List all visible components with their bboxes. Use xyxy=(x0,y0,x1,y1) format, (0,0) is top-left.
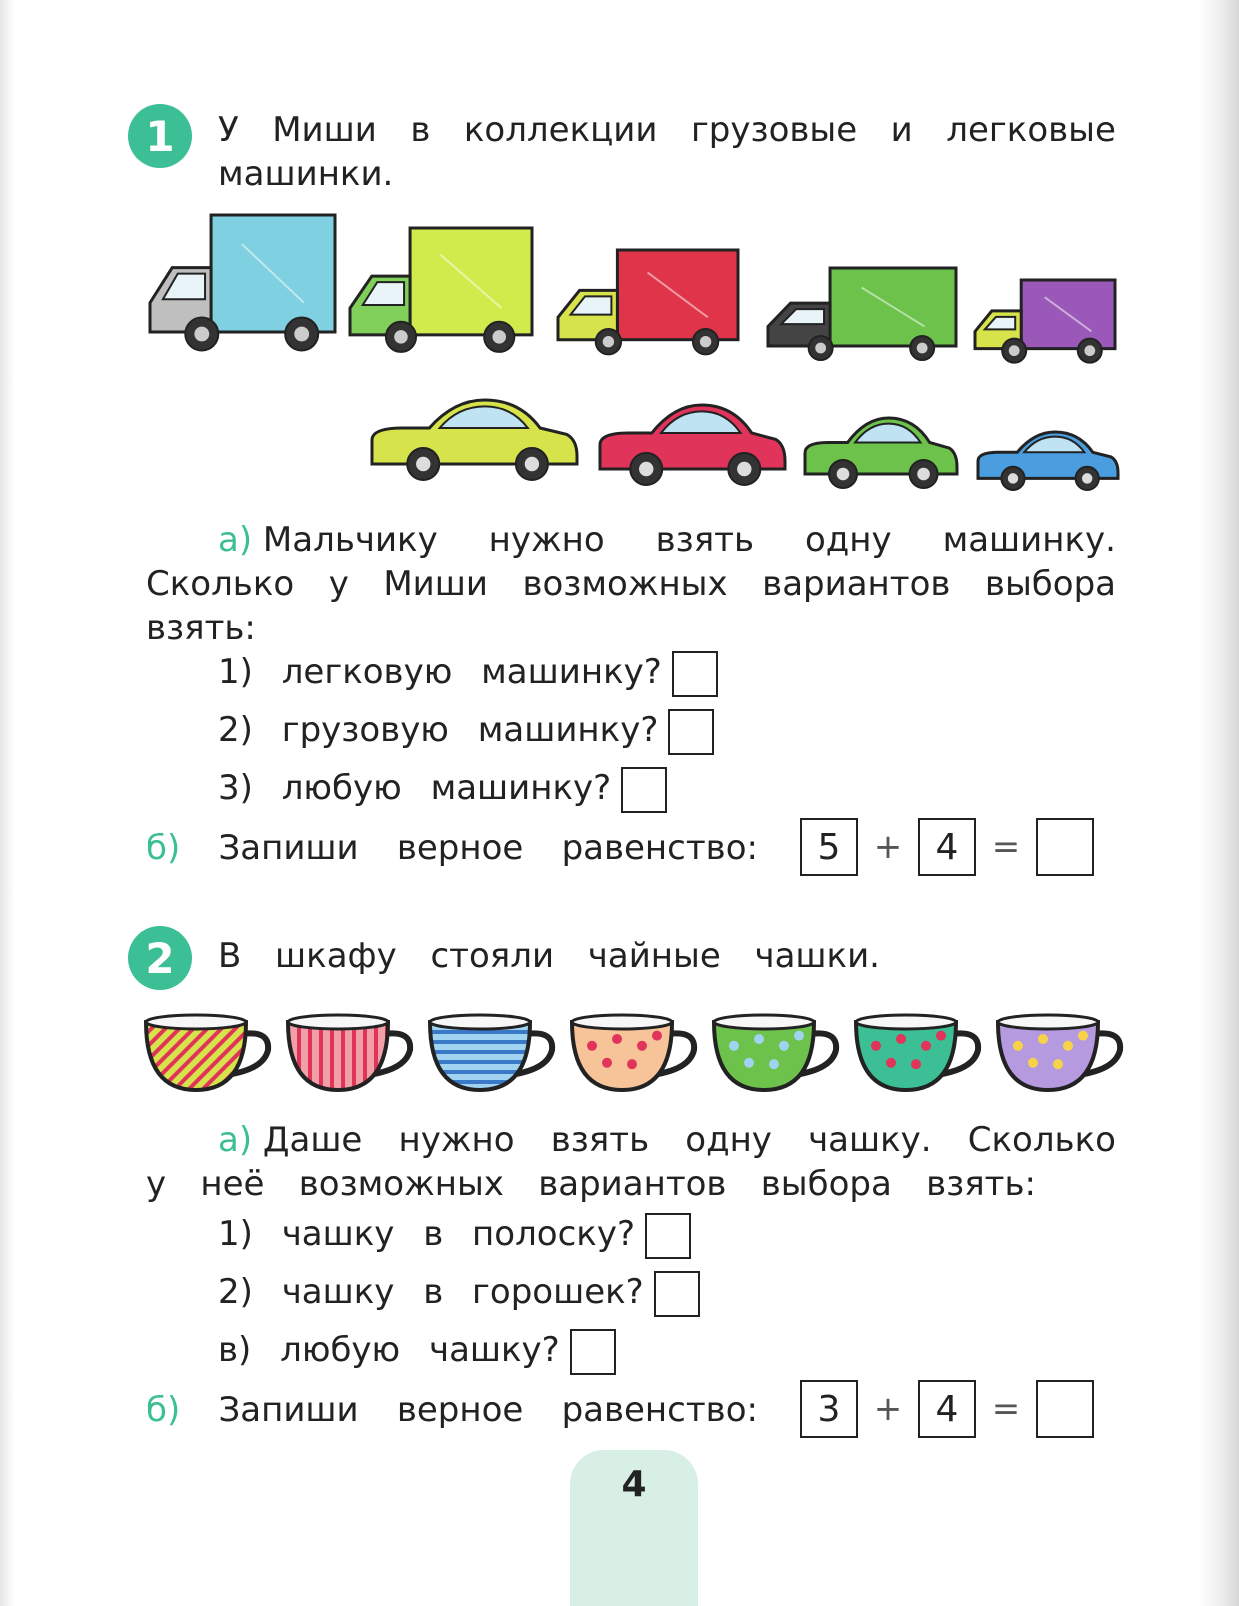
task-2-part-b-line: б) Запиши верное равенство: xyxy=(146,1390,758,1430)
cup-dot xyxy=(754,1034,764,1044)
cup-dot xyxy=(1028,1058,1038,1068)
cup-rim xyxy=(998,1015,1098,1029)
task-1-part-a-line-3: взять: xyxy=(146,608,256,648)
cup-dot xyxy=(886,1058,896,1068)
task-1-badge: 1 xyxy=(128,104,192,168)
task-2-equation xyxy=(800,1380,1094,1438)
cup-dot xyxy=(911,1059,921,1069)
task-1-question-3: 3) любую машинку? xyxy=(218,766,667,813)
cup-bowl xyxy=(288,1022,388,1090)
cup xyxy=(288,1015,410,1090)
task-1-part-a-line-1: а) Мальчику нужно взять одну машинку. xyxy=(218,520,1116,560)
cup-dot xyxy=(1038,1034,1048,1044)
equation-operand-a: 5 xyxy=(800,818,858,876)
cup xyxy=(714,1015,836,1090)
equals-sign: = xyxy=(991,827,1021,867)
cup-dot xyxy=(794,1031,804,1041)
equals-sign: = xyxy=(991,1389,1021,1429)
cup-rim xyxy=(430,1015,530,1029)
cup-dot xyxy=(779,1041,789,1051)
task-2-part-a-line-1: а) Даше нужно взять одну чашку. Сколько xyxy=(218,1120,1116,1160)
cup-dot xyxy=(896,1034,906,1044)
cup xyxy=(856,1015,978,1090)
cup xyxy=(998,1015,1120,1090)
cup-rim xyxy=(714,1015,814,1029)
cup-dot xyxy=(1013,1041,1023,1051)
cup-rim xyxy=(572,1015,672,1029)
task-1-intro-line-1: У Миши в коллекции грузовые и легковые xyxy=(218,110,1116,150)
task-2-answer-box-1[interactable] xyxy=(645,1213,691,1259)
equation-operand-b: 4 xyxy=(918,818,976,876)
page-number: 4 xyxy=(621,1464,647,1505)
cup-rim xyxy=(146,1015,246,1029)
equation-result-box[interactable] xyxy=(1036,1380,1094,1438)
cup-dot xyxy=(612,1034,622,1044)
task-2-question-1: 1) чашку в полоску? xyxy=(218,1212,691,1259)
task-1-question-2: 2) грузовую машинку? xyxy=(218,708,714,755)
task-1-intro-line-2: машинки. xyxy=(218,154,394,194)
cup-dot xyxy=(769,1059,779,1069)
task-1-part-a-line-2: Сколько у Миши возможных вариантов выбора xyxy=(146,564,1116,604)
task-1-part-b-label: б) xyxy=(146,828,181,868)
task-1-part-a-label: а) xyxy=(218,520,253,560)
cup-dot xyxy=(652,1031,662,1041)
equation-operand-a: 3 xyxy=(800,1380,858,1438)
cup-dot xyxy=(921,1041,931,1051)
cup-dot xyxy=(627,1059,637,1069)
task-2-question-3: в) любую чашку? xyxy=(218,1328,616,1375)
plus-sign: + xyxy=(873,1389,903,1429)
task-2-badge: 2 xyxy=(128,926,192,990)
cup-dot xyxy=(1078,1031,1088,1041)
task-2-part-a-label: а) xyxy=(218,1120,253,1160)
cup-dot xyxy=(871,1041,881,1051)
task-2-answer-box-3[interactable] xyxy=(570,1329,616,1375)
cup-dot xyxy=(1063,1041,1073,1051)
cup-dot xyxy=(729,1041,739,1051)
cup-dot xyxy=(587,1041,597,1051)
task-2-answer-box-2[interactable] xyxy=(654,1271,700,1317)
page-number-tab xyxy=(570,1450,698,1606)
plus-sign: + xyxy=(873,827,903,867)
cup-dot xyxy=(936,1031,946,1041)
task-2-intro: В шкафу стояли чайные чашки. xyxy=(218,936,880,976)
task-2-part-a-line-2: у неё возможных вариантов выбора взять: xyxy=(146,1164,1036,1204)
task-1-part-b-line: б) Запиши верное равенство: xyxy=(146,828,758,868)
cup-dot xyxy=(637,1041,647,1051)
cup xyxy=(430,1015,552,1090)
cup-dot xyxy=(602,1058,612,1068)
cup xyxy=(572,1015,694,1090)
task-2-part-b-label: б) xyxy=(146,1390,181,1430)
task-2-question-2: 2) чашку в горошек? xyxy=(218,1270,700,1317)
task-1-question-1: 1) легковую машинку? xyxy=(218,650,718,697)
cup-rim xyxy=(288,1015,388,1029)
equation-operand-b: 4 xyxy=(918,1380,976,1438)
cup-dot xyxy=(1053,1059,1063,1069)
cup-rim xyxy=(856,1015,956,1029)
cup-dot xyxy=(744,1058,754,1068)
